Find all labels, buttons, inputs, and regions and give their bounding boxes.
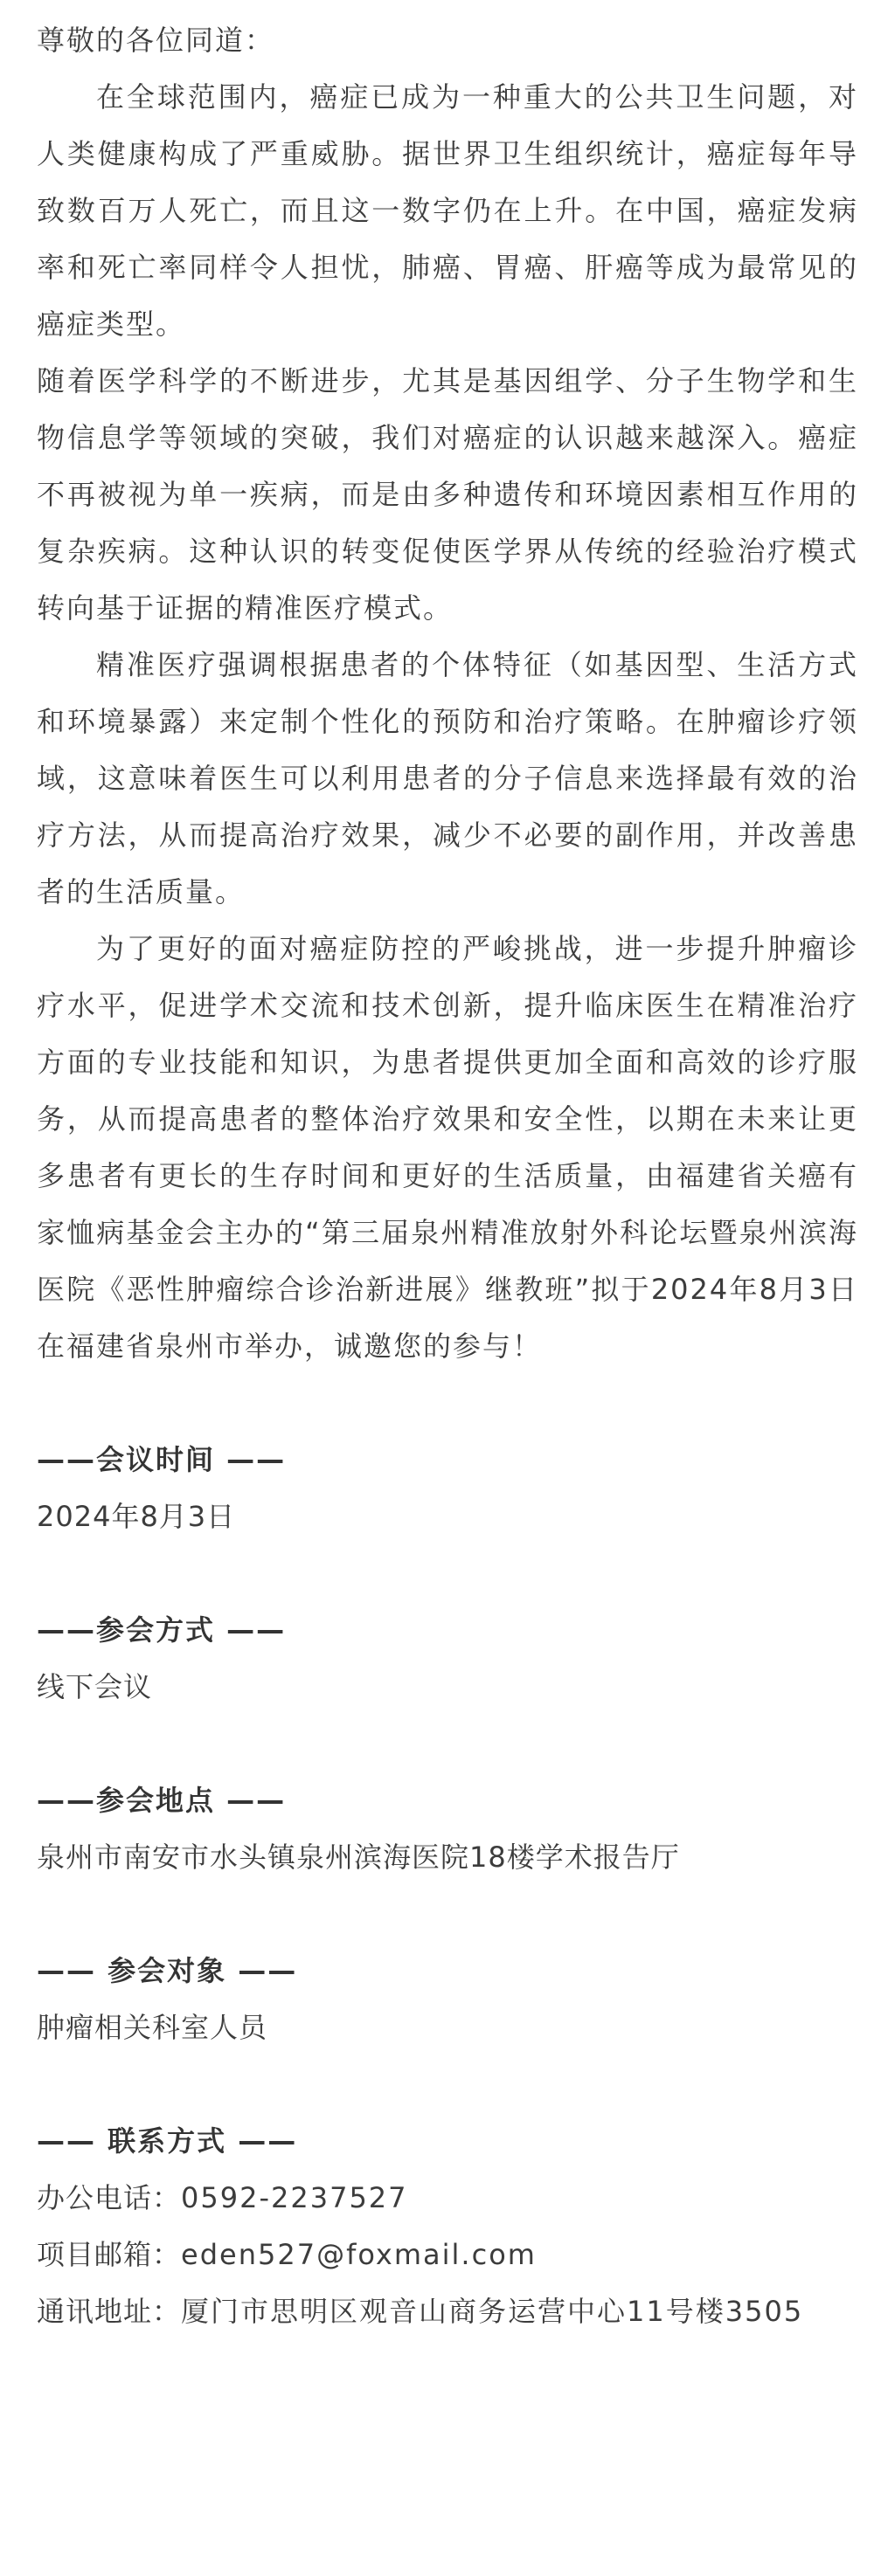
contact-email-line bbox=[37, 2227, 858, 2283]
phone-label: 办公电话： bbox=[37, 2181, 182, 2214]
meeting-time-section bbox=[37, 1432, 858, 1545]
attendance-mode-value: 线下会议 bbox=[37, 1670, 153, 1703]
email-address: eden527@foxmail.com bbox=[181, 2238, 537, 2271]
postal-address: 厦门市思明区观音山商务运营中心11号楼3505 bbox=[181, 2295, 804, 2328]
audience-value: 肿瘤相关科室人员 bbox=[37, 2011, 268, 2044]
meeting-time-value: 2024年8月3日 bbox=[37, 1500, 236, 1533]
attendance-mode-heading: ——参会方式 —— bbox=[37, 1613, 287, 1647]
address-label: 通讯地址： bbox=[37, 2295, 182, 2328]
attendance-mode-section bbox=[37, 1602, 858, 1716]
contact-section bbox=[37, 2113, 858, 2340]
intro-paragraph-invitation: 为了更好的面对癌症防控的严峻挑战，进一步提升肿瘤诊疗水平，促进学术交流和技术创新，提升临床医生在精准治疗方面的专业技能和知识，为患者提供更加全面和高效的诊疗服务，从而提高患者的整体治疗效果和安全性，以期在未来让更多患者有更长的生存时间和更好的生活质量，由福建省关癌有家恤病基金会主办的“第三届泉州精准放射外科论坛暨泉州滨海医院《恶性肿瘤综合诊治新进展》继教班”拟于2024年8月3日在福建省泉州市举办，诚邀您的参与！ bbox=[37, 932, 858, 1363]
contact-heading: —— 联系方式 —— bbox=[37, 2124, 298, 2158]
intro-paragraph-precision-medicine: 精准医疗强调根据患者的个体特征（如基因型、生活方式和环境暴露）来定制个性化的预防和治疗策略。在肿瘤诊疗领域，这意味着医生可以利用患者的分子信息来选择最有效的治疗方法，从而提高治疗效果，减少不必要的副作用，并改善患者的生活质量。 bbox=[37, 648, 858, 908]
phone-number: 0592-2237527 bbox=[181, 2181, 408, 2214]
greeting: 尊敬的各位同道： bbox=[37, 24, 275, 57]
email-label: 项目邮箱： bbox=[37, 2238, 182, 2271]
invitation-document bbox=[37, 12, 858, 2340]
audience-heading: —— 参会对象 —— bbox=[37, 1954, 298, 1987]
contact-phone-line bbox=[37, 2170, 858, 2227]
venue-section bbox=[37, 1772, 858, 1886]
meeting-time-heading: ——会议时间 —— bbox=[37, 1443, 287, 1476]
intro-paragraph-medical-progress: 随着医学科学的不断进步，尤其是基因组学、分子生物学和生物信息学等领域的突破，我们对癌症的认识越来越深入。癌症不再被视为单一疾病，而是由多种遗传和环境因素相互作用的复杂疾病。这种认识的转变促使医学界从传统的经验治疗模式转向基于证据的精准医疗模式。 bbox=[37, 364, 858, 625]
venue-heading: ——参会地点 —— bbox=[37, 1784, 287, 1817]
audience-section bbox=[37, 1943, 858, 2056]
intro-paragraph-cancer-burden: 在全球范围内，癌症已成为一种重大的公共卫生问题，对人类健康构成了严重威胁。据世界卫生组织统计，癌症每年导致数百万人死亡，而且这一数字仍在上升。在中国，癌症发病率和死亡率同样令人担忧，肺癌、胃癌、肝癌等成为最常见的癌症类型。 bbox=[37, 80, 858, 341]
venue-value: 泉州市南安市水头镇泉州滨海医院18楼学术报告厅 bbox=[37, 1840, 680, 1874]
contact-address-line bbox=[37, 2283, 858, 2340]
